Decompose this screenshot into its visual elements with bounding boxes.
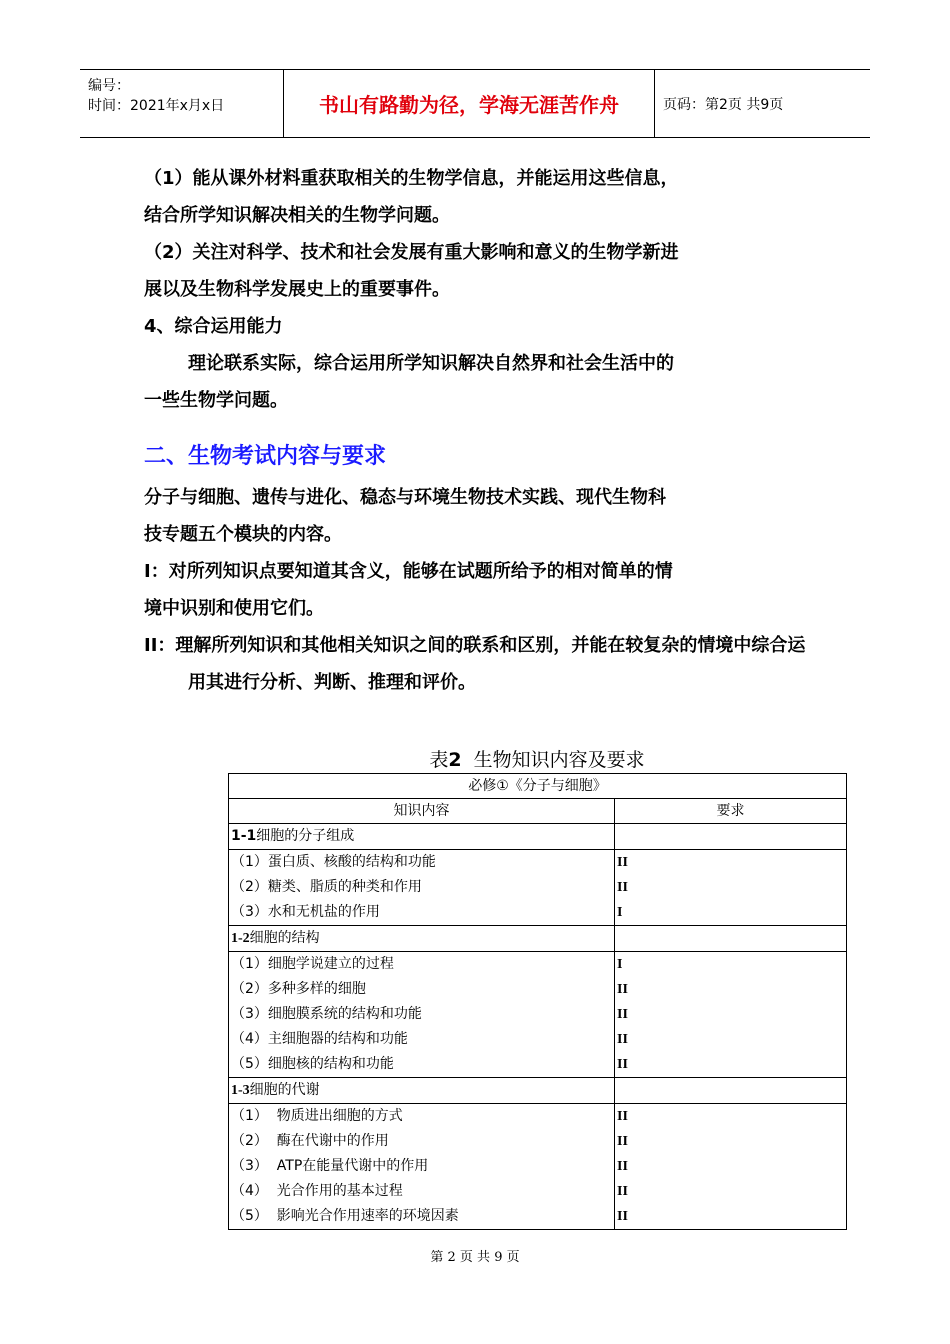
knowledge-item: （1）细胞学说建立的过程 — [231, 956, 394, 972]
requirement-level: II — [617, 1134, 628, 1149]
table-caption — [228, 745, 846, 772]
category-row — [229, 1078, 615, 1104]
paragraph-5b: 境中识别和使用它们。 — [144, 598, 324, 619]
section-title: 二、生物考试内容与要求 — [144, 444, 387, 469]
heading-4: 4、综合运用能力 — [144, 316, 283, 337]
requirement-level: I — [617, 957, 623, 972]
paragraph-1a: （1）能从课外材料重获取相关的生物学信息，并能运用这些信息， — [144, 168, 679, 189]
header-requirement: 要求 — [615, 799, 847, 824]
paragraph-1b: 结合所学知识解决相关的生物学问题。 — [144, 205, 450, 226]
knowledge-item: （2）多种多样的细胞 — [231, 981, 366, 997]
requirement-level: II — [617, 1184, 628, 1199]
page-header — [80, 69, 870, 138]
header-motto: 书山有路勤为径，学海无涯苦作舟 — [283, 70, 655, 137]
knowledge-item: （5）细胞核的结构和功能 — [231, 1056, 394, 1072]
levels-cell — [615, 1104, 847, 1230]
requirement-level: II — [617, 880, 628, 895]
header-meta — [80, 70, 283, 137]
header-content: 知识内容 — [229, 799, 615, 824]
paragraph-6: II：理解所列知识和其他相关知识之间的联系和区别，并能在较复杂的情境中综合运用其进行分析、判断、推理和评价。 — [144, 635, 806, 693]
requirement-level: II — [617, 1209, 628, 1224]
category-row — [229, 926, 615, 952]
requirement-level: II — [617, 1032, 628, 1047]
caption-title: 生物知识内容及要求 — [473, 749, 645, 771]
category-title: 细胞的代谢 — [249, 1082, 320, 1098]
knowledge-item: （2） 酶在代谢中的作用 — [231, 1133, 389, 1149]
knowledge-item: （5） 影响光合作用速率的环境因素 — [231, 1208, 459, 1224]
category-id: 1-1 — [231, 828, 257, 844]
requirements-table — [228, 773, 847, 1230]
page-footer: 第 2 页 共 9 页 — [430, 1250, 520, 1265]
document-number: 编号： — [88, 78, 130, 94]
body-text — [144, 160, 814, 701]
requirement-level: II — [617, 1057, 628, 1072]
levels-cell — [615, 952, 847, 1078]
caption-number: 2 — [448, 749, 462, 771]
category-id: 1-3 — [231, 1083, 250, 1098]
requirement-level: II — [617, 1007, 628, 1022]
category-row — [229, 824, 615, 850]
requirement-level: II — [617, 982, 628, 997]
category-title: 细胞的结构 — [249, 930, 320, 946]
requirement-level: II — [617, 855, 628, 870]
items-cell — [229, 952, 615, 1078]
knowledge-item: （3）细胞膜系统的结构和功能 — [231, 1006, 422, 1022]
header-page-number: 页码：第2页 共9页 — [663, 96, 784, 113]
paragraph-4a: 分子与细胞、遗传与进化、稳态与环境生物技术实践、现代生物科 — [144, 487, 666, 508]
knowledge-item: （3） ATP在能量代谢中的作用 — [231, 1158, 429, 1174]
category-req-cell — [615, 926, 847, 952]
items-cell — [229, 850, 615, 926]
requirement-level: I — [617, 905, 623, 920]
paragraph-2b: 展以及生物科学发展史上的重要事件。 — [144, 279, 450, 300]
knowledge-item: （1） 物质进出细胞的方式 — [231, 1108, 403, 1124]
document-date: 时间：2021年x月x日 — [88, 98, 225, 114]
knowledge-item: （1）蛋白质、核酸的结构和功能 — [231, 854, 436, 870]
levels-cell — [615, 850, 847, 926]
paragraph-3b: 一些生物学问题。 — [144, 390, 288, 411]
knowledge-item: （4）主细胞器的结构和功能 — [231, 1031, 408, 1047]
requirement-level: II — [617, 1109, 628, 1124]
knowledge-item: （2）糖类、脂质的种类和作用 — [231, 879, 422, 895]
module-title: 必修①《分子与细胞》 — [229, 774, 847, 799]
category-id: 1-2 — [231, 931, 250, 946]
category-req-cell — [615, 824, 847, 850]
paragraph-2a: （2）关注对科学、技术和社会发展有重大影响和意义的生物学新进 — [144, 242, 679, 263]
requirement-level: II — [617, 1159, 628, 1174]
knowledge-item: （4） 光合作用的基本过程 — [231, 1183, 403, 1199]
category-title: 细胞的分子组成 — [256, 828, 355, 844]
paragraph-5a: I：对所列知识点要知道其含义，能够在试题所给予的相对简单的情 — [144, 561, 673, 582]
caption-prefix: 表 — [429, 749, 449, 771]
knowledge-item: （3）水和无机盐的作用 — [231, 904, 380, 920]
category-req-cell — [615, 1078, 847, 1104]
items-cell — [229, 1104, 615, 1230]
paragraph-4b: 技专题五个模块的内容。 — [144, 524, 342, 545]
paragraph-3a: 理论联系实际，综合运用所学知识解决自然界和社会生活中的 — [188, 353, 674, 374]
